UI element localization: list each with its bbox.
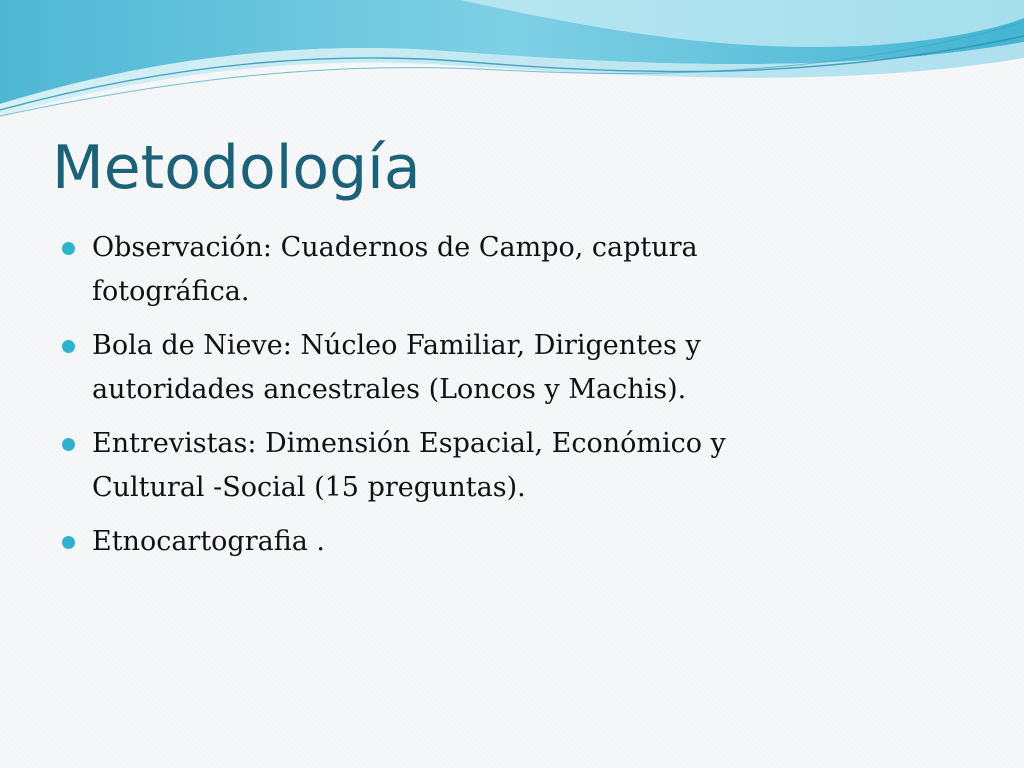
bullet-item: [60, 324, 960, 412]
bullet-text-line2: Cultural -Social (15 preguntas).: [92, 472, 526, 503]
bullet-text-line1: Entrevistas: Dimensión Espacial, Económico y: [92, 428, 726, 459]
bullet-dot-icon: [62, 536, 75, 549]
bullet-text-line2: autoridades ancestrales (Loncos y Machis).: [92, 374, 687, 405]
bullet-item: [60, 520, 960, 564]
bullet-text-line2: fotográfica.: [92, 276, 250, 307]
bullet-text-line1: Etnocartografia .: [92, 526, 325, 557]
bullet-item: [60, 226, 960, 314]
bullet-dot-icon: [62, 340, 75, 353]
bullet-item: [60, 422, 960, 510]
bullet-text-line1: Observación: Cuadernos de Campo, captura: [92, 232, 698, 263]
bullet-list: [60, 226, 960, 574]
bullet-dot-icon: [62, 242, 75, 255]
header-wave-decoration: [0, 0, 1024, 130]
bullet-dot-icon: [62, 438, 75, 451]
slide-title: Metodología: [52, 133, 421, 203]
bullet-text-line1: Bola de Nieve: Núcleo Familiar, Dirigentes y: [92, 330, 701, 361]
